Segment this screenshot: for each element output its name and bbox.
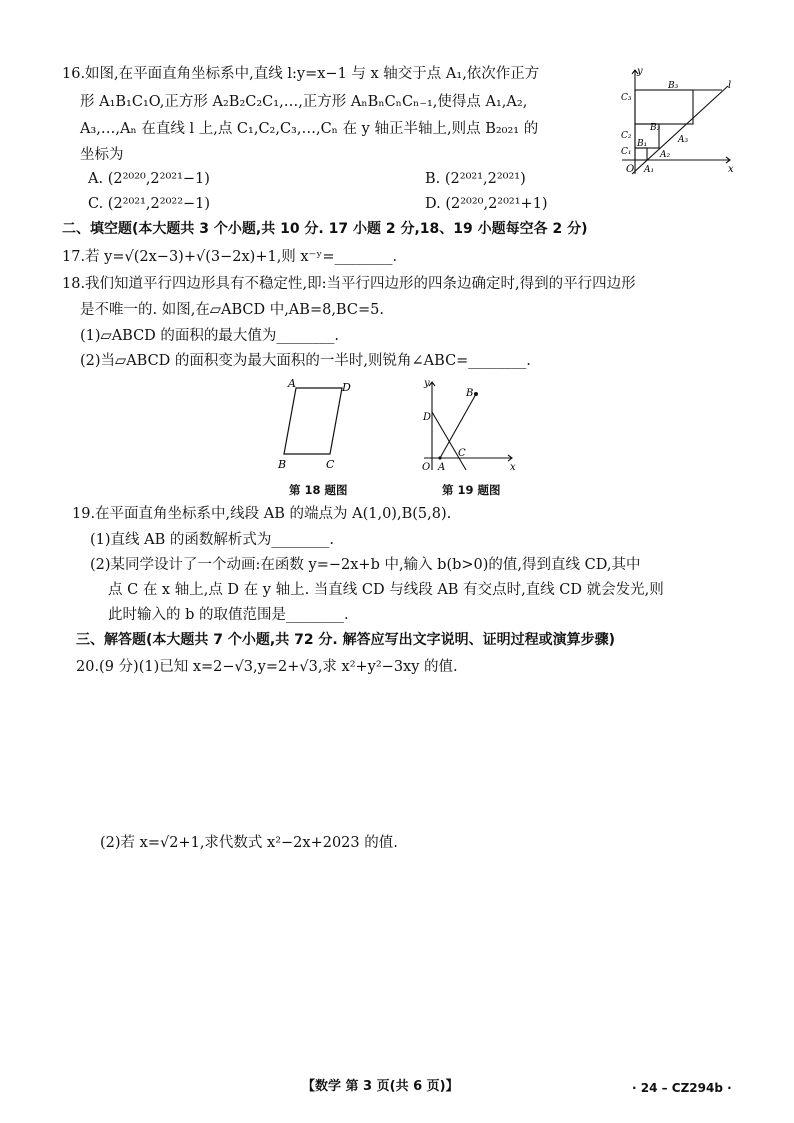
q18-fig-d: D (342, 381, 351, 394)
footer-page-info: 【数学 第 3 页(共 6 页)】 (302, 1079, 459, 1094)
q16-line1: 16.如图,在平面直角坐标系中,直线 l:y=x−1 与 x 轴交于点 A₁,依次作正方 (62, 66, 540, 82)
q19-fig-o: O (422, 462, 431, 473)
q16-fig-o: O (626, 164, 635, 175)
q16-fig-b1: B₁ (637, 139, 648, 149)
q18-fig-a: A (288, 377, 296, 390)
q16-fig-c2: C₂ (621, 131, 632, 141)
q19-fig-x: x (510, 462, 516, 473)
q18-figure (276, 376, 356, 476)
q20-part1: 20.(9 分)(1)已知 x=2−√3,y=2+√3,求 x²+y²−3xy 的值. (76, 659, 458, 675)
q18-line1: 18.我们知道平行四边形具有不稳定性,即:当平行四边形的四条边确定时,得到的平行四边形 (62, 276, 636, 292)
q16-option-d: D. (2²⁰²⁰,2²⁰²¹+1) (425, 196, 548, 212)
q16-fig-y: y (637, 66, 643, 77)
footer-code: · 24 – CZ294b · (632, 1081, 732, 1095)
q19-figure-caption: 第 19 题图 (442, 483, 501, 497)
q17: 17.若 y=√(2x−3)+√(3−2x)+1,则 x⁻ʸ=________. (62, 249, 398, 265)
q16-fig-x: x (728, 164, 734, 175)
q16-figure (618, 62, 738, 182)
q19-fig-y: y (424, 378, 430, 389)
q18-part2: (2)当▱ABCD 的面积变为最大面积的一半时,则锐角∠ABC=________. (80, 353, 531, 369)
q18-fig-b: B (278, 458, 287, 471)
q16-option-a: A. (2²⁰²⁰,2²⁰²¹−1) (88, 171, 210, 187)
q19-part2-line2: 点 C 在 x 轴上,点 D 在 y 轴上. 当直线 CD 与线段 AB 有交点时,直线 CD 就会发光,则 (108, 582, 664, 598)
q19-part2-line1: (2)某同学设计了一个动画:在函数 y=−2x+b 中,输入 b(b>0)的值,得到直线 CD,其中 (90, 557, 641, 573)
q16-fig-a3: A₃ (678, 135, 689, 145)
q18-figure-caption: 第 18 题图 (289, 483, 348, 497)
q19-fig-b: B (466, 388, 474, 399)
q16-fig-l: l (728, 80, 732, 91)
q16-line3: A₃,…,Aₙ 在直线 l 上,点 C₁,C₂,C₃,…,Cₙ 在 y 轴正半轴上,则点 B₂₀₂₁ 的 (80, 121, 539, 137)
q16-line2: 形 A₁B₁C₁O,正方形 A₂B₂C₂C₁,…,正方形 AₙBₙCₙCₙ₋₁,使得点 A₁,A₂, (80, 94, 528, 110)
q16-fig-c3: C₃ (621, 93, 632, 103)
q16-fig-b3: B₃ (668, 81, 679, 91)
q18-part1: (1)▱ABCD 的面积的最大值为________. (80, 328, 340, 344)
q19-fig-c: C (458, 448, 466, 459)
section-2-heading: 二、填空题(本大题共 3 个小题,共 10 分. 17 小题 2 分,18、19 小题每空各 2 分) (62, 221, 588, 237)
q16-option-c: C. (2²⁰²¹,2²⁰²²−1) (88, 196, 211, 212)
q16-line4: 坐标为 (80, 147, 124, 163)
q19-fig-a: A (438, 462, 446, 473)
q16-fig-c1: C₁ (621, 147, 632, 157)
q16-fig-a1: A₁ (644, 165, 655, 175)
q18-fig-c: C (326, 458, 335, 471)
q19-part1: (1)直线 AB 的函数解析式为________. (90, 532, 334, 548)
q18-line2: 是不唯一的. 如图,在▱ABCD 中,AB=8,BC=5. (80, 302, 384, 318)
q20-part2: (2)若 x=√2+1,求代数式 x²−2x+2023 的值. (100, 835, 398, 851)
q19-fig-d: D (423, 412, 432, 423)
q16-fig-b2: B₂ (650, 123, 661, 133)
q16-option-b: B. (2²⁰²¹,2²⁰²¹) (425, 171, 526, 187)
q16-fig-a2: A₂ (660, 150, 671, 160)
q19-figure (420, 376, 520, 476)
section-3-heading: 三、解答题(本大题共 7 个小题,共 72 分. 解答应写出文字说明、证明过程或演算步骤) (76, 632, 616, 648)
q19-line1: 19.在平面直角坐标系中,线段 AB 的端点为 A(1,0),B(5,8). (72, 506, 452, 522)
q19-part2-line3: 此时输入的 b 的取值范围是________. (108, 607, 349, 623)
